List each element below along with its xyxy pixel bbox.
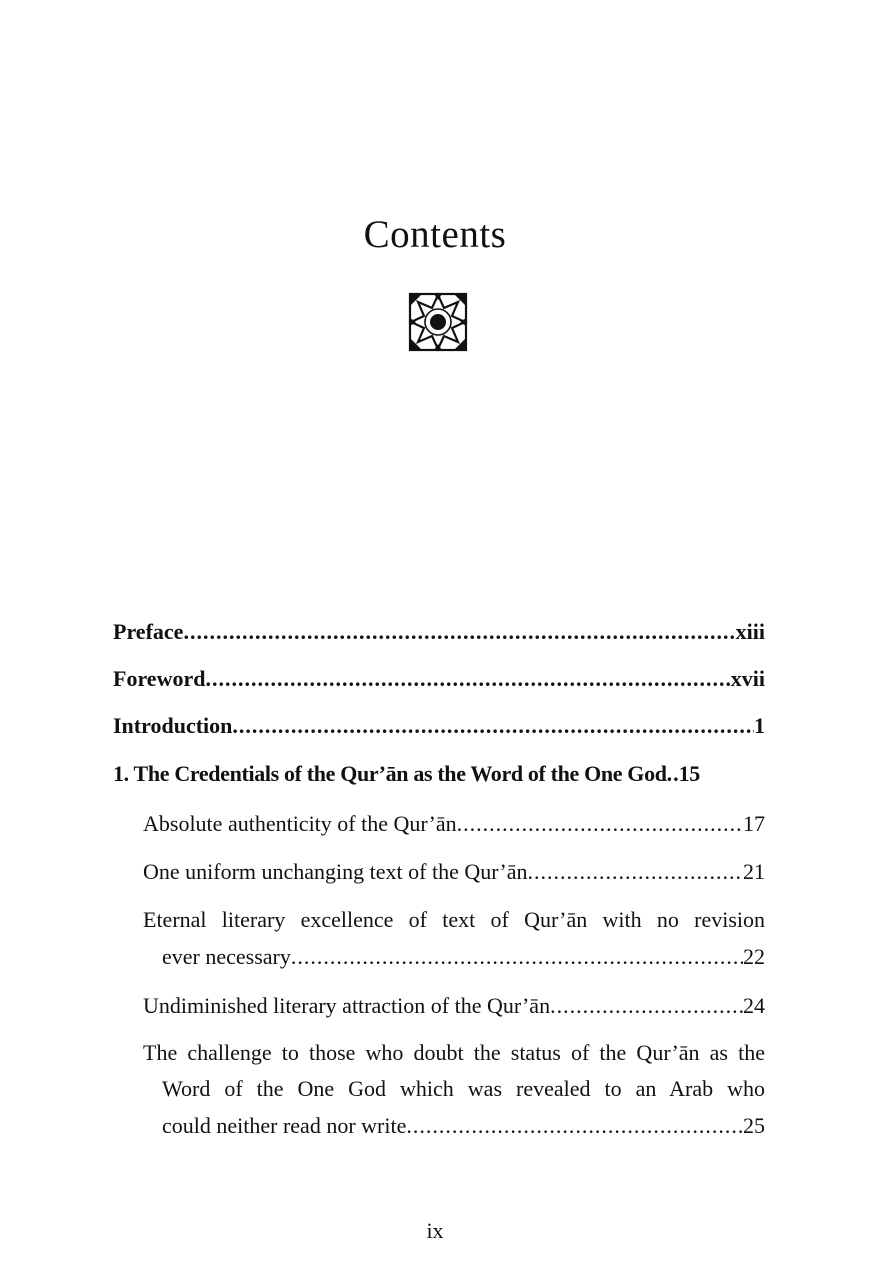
toc-page-number: 24 bbox=[743, 993, 765, 1018]
toc-entry-section-continuation[interactable] bbox=[162, 1113, 765, 1139]
toc-entry-preface[interactable] bbox=[113, 619, 765, 645]
toc-entry-section[interactable] bbox=[143, 859, 765, 885]
leader-dots bbox=[667, 761, 679, 787]
leader-dots bbox=[232, 713, 754, 739]
toc-label: Absolute authenticity of the Qur’ān bbox=[143, 811, 457, 836]
leader-dots bbox=[183, 619, 735, 645]
toc-entry-foreword[interactable] bbox=[113, 666, 765, 692]
toc-entry-section-multiline[interactable] bbox=[143, 1035, 765, 1071]
toc-label: Undiminished literary attraction of the Qur’ān bbox=[143, 993, 551, 1018]
toc-page-number: xiii bbox=[735, 619, 765, 644]
toc-page-number: 21 bbox=[743, 859, 765, 884]
toc-label: Introduction bbox=[113, 713, 233, 738]
toc-page-number: 1 bbox=[754, 713, 765, 738]
toc-page-number: 25 bbox=[743, 1113, 765, 1138]
toc-entry-chapter-1[interactable] bbox=[113, 761, 765, 787]
toc-entry-section-multiline[interactable] bbox=[162, 1071, 765, 1107]
leader-dots bbox=[291, 944, 743, 970]
page-title: Contents bbox=[363, 213, 507, 256]
toc-label-line: Eternal literary excellence of text of Qur’ān with no revision bbox=[143, 907, 765, 932]
toc-page-number: 17 bbox=[743, 811, 765, 836]
toc-label-line: ever necessary bbox=[162, 944, 291, 969]
toc-entry-section[interactable] bbox=[143, 811, 765, 837]
toc-entry-section-multiline[interactable] bbox=[143, 902, 765, 938]
toc-entry-section[interactable] bbox=[143, 993, 765, 1019]
islamic-star-ornament-icon bbox=[407, 291, 469, 353]
page-number-folio: ix bbox=[426, 1218, 444, 1243]
toc-label: 1. The Credentials of the Qur’ān as the Word of the One God bbox=[113, 761, 667, 786]
toc-page-number: 22 bbox=[743, 944, 765, 969]
toc-label: Foreword bbox=[113, 666, 206, 691]
toc-entry-section-continuation[interactable] bbox=[162, 944, 765, 970]
toc-label-line: The challenge to those who doubt the status of the Qur’ān as the bbox=[143, 1040, 765, 1065]
leader-dots bbox=[205, 666, 730, 692]
leader-dots bbox=[457, 811, 743, 837]
toc-page-number: xvii bbox=[730, 666, 765, 691]
toc-label-line: could neither read nor write bbox=[162, 1113, 407, 1138]
leader-dots bbox=[406, 1113, 743, 1139]
toc-label-line: Word of the One God which was revealed to an Arab who bbox=[162, 1076, 765, 1101]
toc-page-number: 15 bbox=[678, 761, 700, 786]
toc-label: Preface bbox=[113, 619, 184, 644]
toc-entry-introduction[interactable] bbox=[113, 713, 765, 739]
leader-dots bbox=[550, 993, 743, 1019]
leader-dots bbox=[527, 859, 743, 885]
toc-label: One uniform unchanging text of the Qur’ān bbox=[143, 859, 528, 884]
